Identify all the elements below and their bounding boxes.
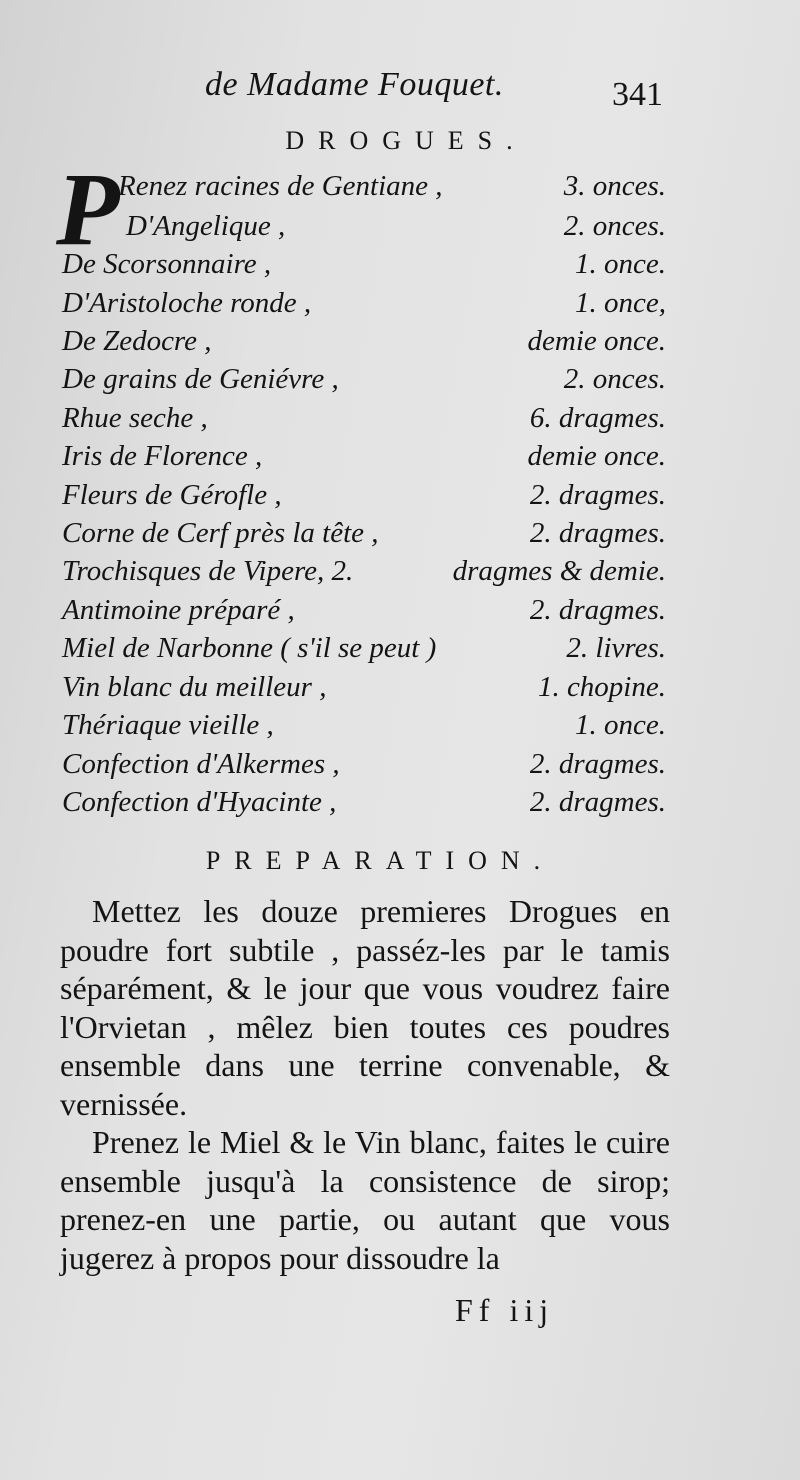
drug-row [62,555,666,593]
drug-quantity: 2. dragmes. [529,517,666,549]
drug-row [62,479,666,517]
drug-name: Renez racines de Gentiane , [118,170,443,202]
drug-row [62,440,666,478]
drug-quantity: 2. dragmes. [529,786,666,818]
drug-quantity: 2. dragmes. [529,594,666,626]
drug-quantity: demie once. [527,325,666,357]
drug-row [62,748,666,786]
drug-name: Fleurs de Gérofle , [62,479,282,511]
drug-name: Confection d'Alkermes , [62,748,340,780]
drug-name: Trochisques de Vipere, 2. [62,555,354,587]
drug-name: De Zedocre , [62,325,212,357]
drug-row [62,594,666,632]
drug-name: Miel de Narbonne ( s'il se peut ) [62,632,437,664]
drug-name: De Scorsonnaire , [62,248,272,280]
drug-quantity: 2. onces. [563,363,666,395]
drug-quantity: dragmes & demie. [452,555,666,587]
drug-name: Iris de Florence , [62,440,263,472]
preparation-heading: PREPARATION. [205,846,555,875]
signature-mark: Ff iij [455,1292,555,1328]
drug-quantity: 2. dragmes. [529,748,666,780]
running-head: de Madame Fouquet. [205,66,504,103]
drug-row [62,363,666,401]
drug-row [62,632,666,670]
drug-quantity: 2. livres. [566,632,666,664]
drop-cap: P [56,152,120,267]
drug-name: D'Aristoloche ronde , [62,287,312,319]
drug-name: Antimoine préparé , [62,594,295,626]
drug-name: D'Angelique , [126,210,286,242]
page-number: 341 [612,76,663,113]
drug-row [62,517,666,555]
drugs-heading: DROGUES. [285,126,527,155]
drug-quantity: 6. dragmes. [529,402,666,434]
drug-quantity: 3. onces. [563,170,666,202]
drug-quantity: demie once. [527,440,666,472]
drug-quantity: 2. onces. [563,210,666,242]
drug-row [62,402,666,440]
drug-quantity: 1. once, [575,287,666,319]
drug-quantity: 2. dragmes. [529,479,666,511]
drug-name: Corne de Cerf près la tête , [62,517,379,549]
drug-row [126,210,666,248]
drug-row [118,170,666,208]
drug-name: De grains de Geniévre , [62,363,339,395]
drug-name: Thériaque vieille , [62,709,274,741]
drug-quantity: 1. chopine. [537,671,666,703]
preparation-paragraph-2: Prenez le Miel & le Vin blanc, faites le cuire ensemble jusqu'à la consistence de sirop; prenez-en une partie, ou autant que vous jugerez à propos pour dissoudre la [60,1124,670,1276]
preparation-paragraph-1: Mettez les douze premieres Drogues en poudre fort subtile , passéz-les par le tamis séparément, & le jour que vous voudrez faire l'Orvietan , mêlez bien toutes ces poudres ensemble dans une terrine convenable, & vernissée. [60,893,670,1122]
drug-quantity: 1. once. [575,709,666,741]
drug-name: Confection d'Hyacinte , [62,786,337,818]
drug-name: Vin blanc du meilleur , [62,671,327,703]
drug-quantity: 1. once. [575,248,666,280]
drug-row [62,287,666,325]
drug-row [62,709,666,747]
drug-name: Rhue seche , [62,402,208,434]
drug-row [62,786,666,824]
drug-row [62,248,666,286]
drug-row [62,325,666,363]
drug-row [62,671,666,709]
